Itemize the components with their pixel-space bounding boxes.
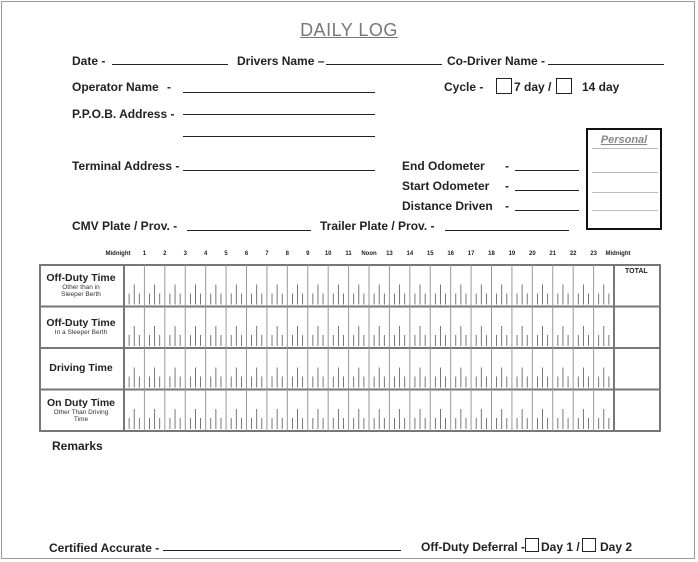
deferral-day-2-label: Day 2 xyxy=(600,540,633,554)
end-odometer-dash: - xyxy=(505,159,509,173)
deferral-day-1-label: Day 1 / xyxy=(541,540,580,554)
hour-label: Midnight xyxy=(105,251,131,257)
cycle-7-day-label: 7 day / xyxy=(514,80,552,94)
cycle-14-day-label: 14 day xyxy=(582,80,620,94)
cmv-plate-label: CMV Plate / Prov. - xyxy=(72,219,178,233)
row-label xyxy=(41,398,121,423)
distance-driven-label: Distance Driven xyxy=(402,199,493,213)
hour-label: 21 xyxy=(549,251,557,257)
row-title: Off-Duty Time xyxy=(46,317,116,330)
row-subtitle: Other than in xyxy=(62,284,100,292)
deferral-day-1-checkbox[interactable] xyxy=(525,538,539,552)
row-label xyxy=(41,273,121,298)
hour-label: 7 xyxy=(265,251,269,257)
ppob-address-label: P.P.O.B. Address - xyxy=(72,107,175,121)
row-title: On Duty Time xyxy=(46,396,116,409)
remarks-label: Remarks xyxy=(52,439,103,453)
co-driver-name-label: Co-Driver Name - xyxy=(447,54,546,68)
row-label xyxy=(41,318,121,336)
hour-label: 13 xyxy=(386,251,393,257)
deferral-day-2-checkbox[interactable] xyxy=(582,538,596,552)
page-title: DAILY LOG xyxy=(300,20,398,40)
terminal-address-label: Terminal Address - xyxy=(72,159,180,173)
drivers-name-label: Drivers Name – xyxy=(237,54,325,68)
hour-label: 1 xyxy=(142,251,147,257)
row-subtitle: Time xyxy=(73,415,89,423)
hour-label: 9 xyxy=(306,251,310,257)
hour-label: 4 xyxy=(203,251,208,257)
hour-label: 16 xyxy=(447,251,454,257)
hour-label: 2 xyxy=(163,251,167,257)
personal-label: Personal xyxy=(600,134,648,146)
hour-label: 19 xyxy=(508,251,516,257)
hour-label: 23 xyxy=(590,251,597,257)
start-odometer-dash: - xyxy=(505,179,509,193)
cycle-label: Cycle - xyxy=(444,80,484,94)
row-subtitle: Other Than Driving xyxy=(53,408,109,416)
distance-driven-dash: - xyxy=(505,199,509,213)
hour-label: 18 xyxy=(488,251,495,257)
certified-accurate-label: Certified Accurate - xyxy=(49,541,160,555)
total-label: TOTAL xyxy=(625,268,648,275)
trailer-plate-label: Trailer Plate / Prov. - xyxy=(320,219,435,233)
date-label: Date - xyxy=(72,54,106,68)
certified-signature-field[interactable] xyxy=(163,550,401,551)
operator-name-label: Operator Name xyxy=(72,80,159,94)
row-label xyxy=(41,363,121,374)
hour-label: 8 xyxy=(285,251,289,257)
row-title: Driving Time xyxy=(49,362,113,375)
hour-label: 10 xyxy=(324,251,332,257)
operator-name-dash: - xyxy=(167,80,171,94)
hour-label: 20 xyxy=(528,251,536,257)
row-subtitle: Sleeper Berth xyxy=(61,291,101,299)
hour-label: 14 xyxy=(406,251,414,257)
off-duty-deferral-label: Off-Duty Deferral - xyxy=(421,540,526,554)
hour-label: Midnight xyxy=(605,251,631,257)
hour-label: 17 xyxy=(467,251,475,257)
hour-label: 3 xyxy=(183,251,187,257)
row-title: Off-Duty Time xyxy=(46,272,116,285)
hour-label: 5 xyxy=(224,251,228,257)
hour-label: 15 xyxy=(426,251,434,257)
hour-label: 22 xyxy=(569,251,577,257)
hour-label: 6 xyxy=(244,251,249,257)
row-subtitle: In a Sleeper Berth xyxy=(54,329,108,337)
end-odometer-label: End Odometer xyxy=(402,159,485,173)
hour-label: Noon xyxy=(361,251,377,257)
start-odometer-label: Start Odometer xyxy=(402,179,490,193)
hour-label: 11 xyxy=(345,251,352,257)
